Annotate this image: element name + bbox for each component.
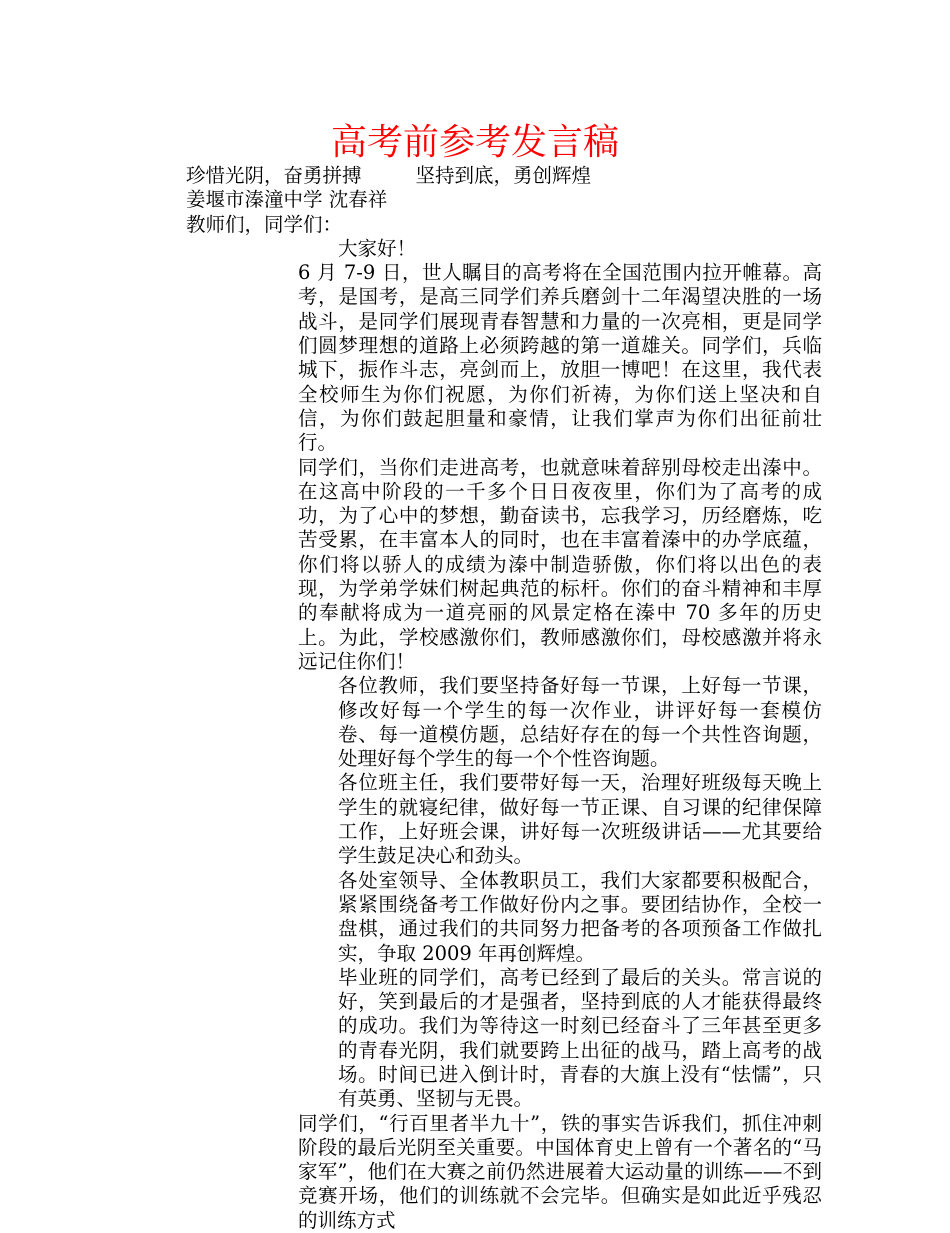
paragraph: 同学们，当你们走进高考，也就意味着辞别母校走出溱中。在这高中阶段的一千多个日日夜夜里，你们为了高考的成功，为了心中的梦想，勤奋读书，忘我学习，历经磨炼，吃苦受累，在丰富本人的同时，也在丰富着溱中的办学底蕴，你们将以骄人的成绩为溱中制造骄傲，你们将以出色的表现，为学弟学妹们树起典范的标杆。你们的奋斗精神和丰厚的奉献将成为一道亮丽的风景定格在溱中 70 多年的历史上。为此，学校感激你们，教师感激你们，母校感激并将永远记住你们！ xyxy=(298,455,822,673)
paragraph: 同学们，“行百里者半九十”，铁的事实告诉我们，抓住冲刺阶段的最后光阴至关重要。中国体育史上曾有一个著名的“马家军”，他们在大赛之前仍然进展着大运动量的训练——不到竞赛开场，他们的训练就不会完毕。但确实是如此近乎残忍的训练方式 xyxy=(298,1111,822,1232)
document-title: 高考前参考发言稿 xyxy=(330,122,619,163)
paragraph: 各位教师，我们要坚持备好每一节课，上好每一节课，修改好每一个学生的每一次作业，讲评好每一套模仿卷、每一道模仿题，总结好存在的每一个共性咨询题，处理好每个学生的每一个个性咨询题。 xyxy=(338,674,822,771)
author-line: 姜堰市溱潼中学 沈春祥 xyxy=(186,188,388,212)
subtitle-line xyxy=(142,164,822,188)
paragraph: 6 月 7-9 日，世人瞩目的高考将在全国范围内拉开帷幕。高考，是国考，是高三同学们养兵磨剑十二年渴望决胜的一场战斗，是同学们展现青春智慧和力量的一次亮相，更是同学们圆梦理想的道路上必须跨越的第一道雄关。同学们，兵临城下，振作斗志，亮剑而上，放胆一博吧！在这里，我代表全校师生为你们祝愿，为你们祈祷，为你们送上坚决和自信，为你们鼓起胆量和豪情，让我们掌声为你们出征前壮行。 xyxy=(298,261,822,455)
document-body xyxy=(142,164,822,1233)
subtitle-right: 坚持到底，勇创辉煌 xyxy=(415,164,592,187)
subtitle-left: 珍惜光阴，奋勇拼搏 xyxy=(186,164,362,187)
paragraph: 毕业班的同学们，高考已经到了最后的关头。常言说的好，笑到最后的才是强者，坚持到底的人才能获得最终的成功。我们为等待这一时刻已经奋斗了三年甚至更多的青春光阴，我们就要跨上出征的战马，踏上高考的战场。时间已进入倒计时，青春的大旗上没有“怯懦”，只有英勇、坚韧与无畏。 xyxy=(338,965,822,1111)
salutation: 教师们，同学们： xyxy=(186,212,343,236)
paragraph: 各处室领导、全体教职员工，我们大家都要积极配合，紧紧围绕备考工作做好份内之事。要团结协作，全校一盘棋，通过我们的共同努力把备考的各项预备工作做扎实，争取 2009 年再创辉煌。 xyxy=(338,868,822,965)
greeting: 大家好！ xyxy=(338,236,417,260)
paragraph: 各位班主任，我们要带好每一天，治理好班级每天晚上学生的就寝纪律，做好每一节正课、自习课的纪律保障工作，上好班会课，讲好每一次班级讲话——尤其要给学生鼓足决心和劲头。 xyxy=(338,771,822,868)
